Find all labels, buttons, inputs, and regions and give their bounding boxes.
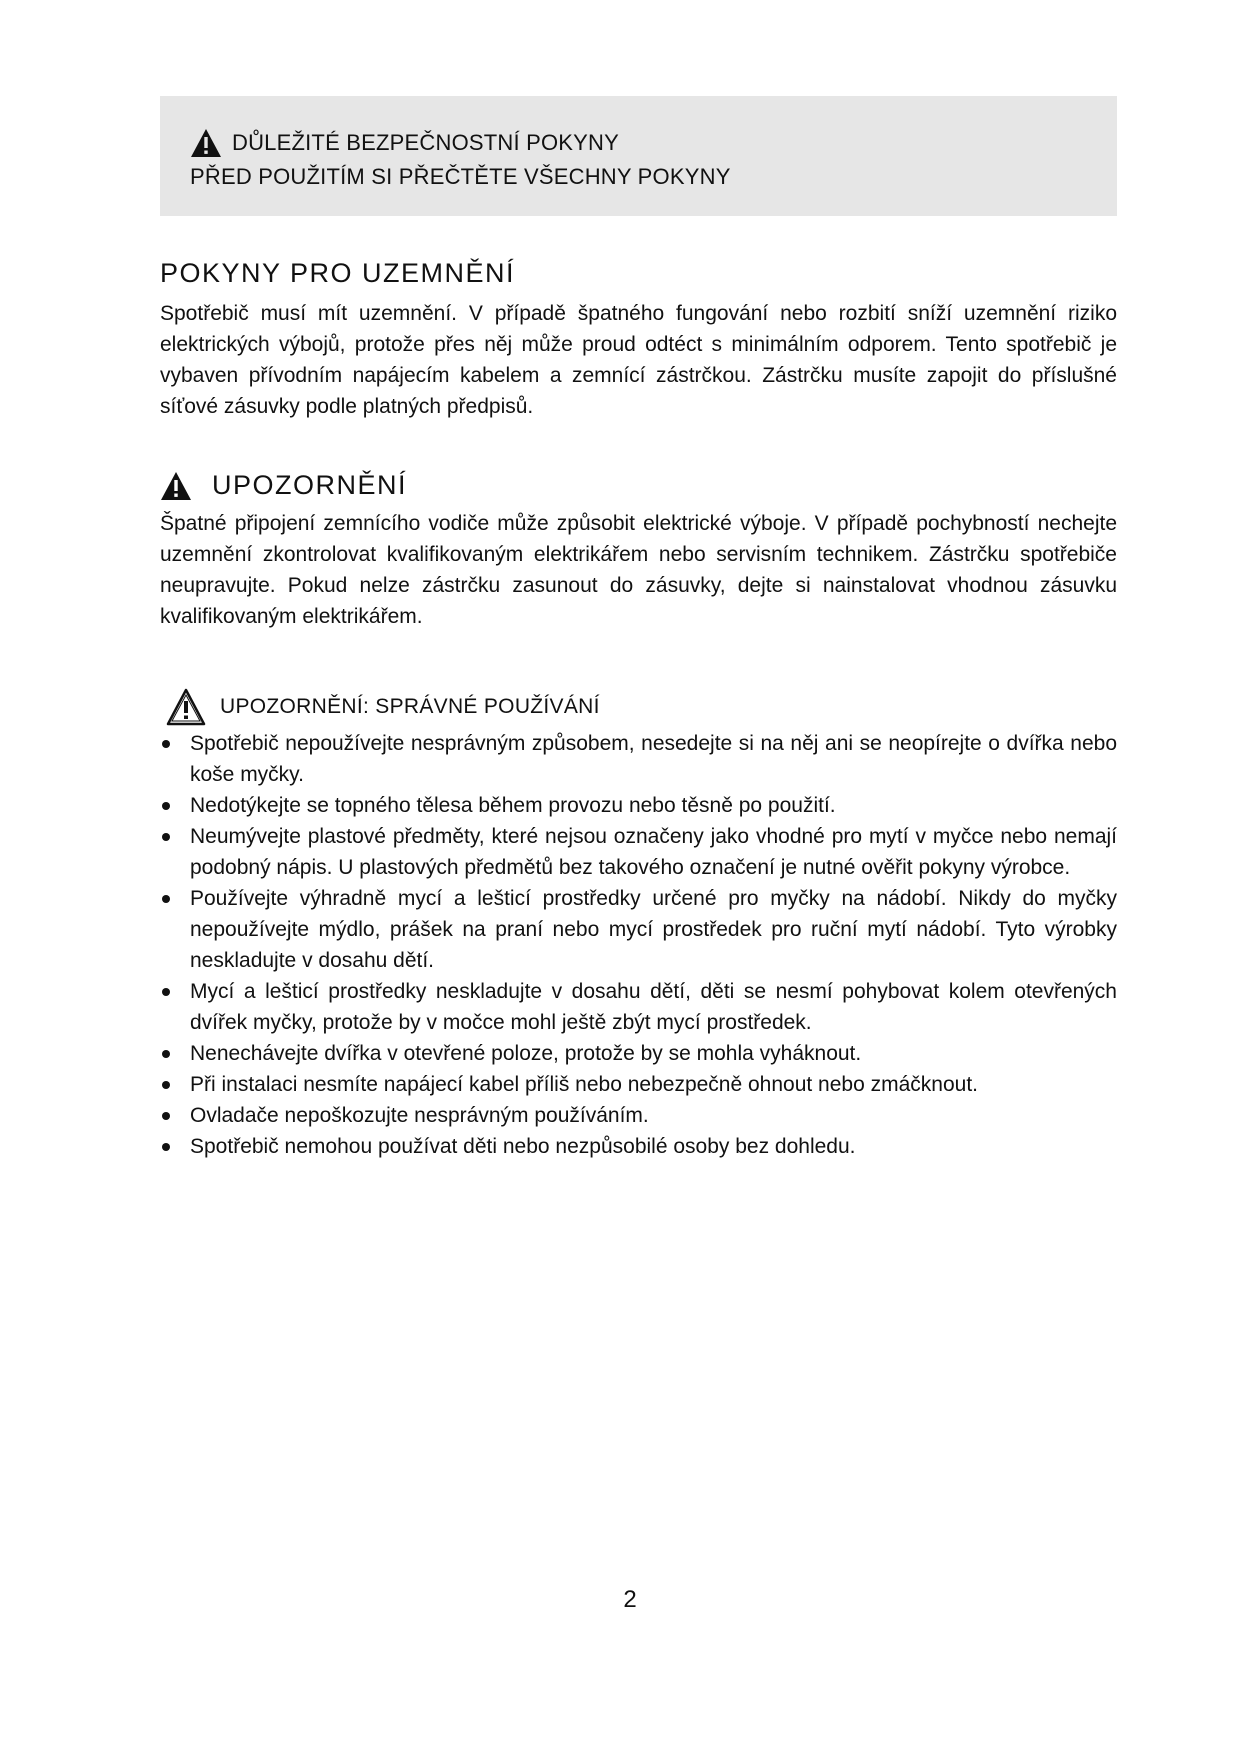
list-item-text: Spotřebič nepoužívejte nesprávným způsobem, nesedejte si na něj ani se neopírejte o dvířka nebo koše myčky. — [190, 732, 1117, 786]
page-number: 2 — [623, 1586, 637, 1613]
grounding-title: POKYNY PRO UZEMNĚNÍ — [160, 258, 516, 288]
list-item-text: Nedotýkejte se topného tělesa během provozu nebo těsně po použití. — [190, 794, 836, 817]
list-item — [160, 790, 1117, 821]
bullet-icon — [162, 988, 170, 996]
header-title: DŮLEŽITÉ BEZPEČNOSTNÍ POKYNY — [232, 130, 620, 155]
header-subtitle: PŘED POUŽITÍM SI PŘEČTĚTE VŠECHNY POKYNY — [190, 164, 731, 189]
list-item — [160, 728, 1117, 790]
list-item — [160, 976, 1117, 1038]
header-title-row — [190, 128, 619, 158]
warning-title: UPOZORNĚNÍ — [212, 470, 408, 500]
list-item — [160, 1038, 1117, 1069]
bullet-icon — [162, 802, 170, 810]
list-item — [160, 821, 1117, 883]
warning-outline-icon — [166, 688, 206, 726]
bullet-icon — [162, 833, 170, 841]
list-item-text: Ovladače nepoškozujte nesprávným používáním. — [190, 1104, 649, 1127]
list-item-text: Nenechávejte dvířka v otevřené poloze, protože by se mohla vyháknout. — [190, 1042, 862, 1065]
warning-heading — [160, 470, 407, 501]
warning-triangle-icon — [160, 471, 192, 501]
proper-use-title: UPOZORNĚNÍ: SPRÁVNÉ POUŽÍVÁNÍ — [220, 695, 600, 718]
bullet-icon — [162, 1050, 170, 1058]
bullet-icon — [162, 740, 170, 748]
list-item — [160, 1100, 1117, 1131]
list-item-text: Mycí a lešticí prostředky neskladujte v dosahu dětí, děti se nesmí pohybovat kolem otevřených dvířek myčky, protože by v močce mohl ještě zbýt mycí prostředek. — [190, 980, 1117, 1034]
bullet-icon — [162, 1081, 170, 1089]
warning-triangle-icon — [190, 128, 222, 158]
proper-use-list — [160, 728, 1117, 1162]
grounding-text: Spotřebič musí mít uzemnění. V případě špatného fungování nebo rozbití sníží uzemnění riziko elektrických výbojů, protože přes něj může proud odtéct s minimálním odporem. Tento spotřebič je vybaven přívodním napájecím kabelem a zemnící zástrčkou. Zástrčku musíte zapojit do příslušné síťové zásuvky podle platných předpisů. — [160, 302, 1117, 418]
list-item — [160, 1131, 1117, 1162]
bullet-icon — [162, 1143, 170, 1151]
list-item — [160, 1069, 1117, 1100]
list-item-text: Neumývejte plastové předměty, které nejsou označeny jako vhodné pro mytí v myčce nebo nemají podobný nápis. U plastových předmětů bez takového označení je nutné ověřit pokyny výrobce. — [190, 825, 1117, 879]
safety-header-box — [160, 96, 1117, 216]
list-item-text: Spotřebič nemohou používat děti nebo nezpůsobilé osoby bez dohledu. — [190, 1135, 856, 1158]
list-item — [160, 883, 1117, 976]
proper-use-heading — [166, 688, 600, 726]
warning-text: Špatné připojení zemnícího vodiče může způsobit elektrické výboje. V případě pochybností nechejte uzemnění zkontrolovat kvalifikovaným elektrikářem nebo servisním technikem. Zástrčku spotřebiče neupravujte. Pokud nelze zástrčku zasunout do zásuvky, dejte si nainstalovat vhodnou zásuvku kvalifikovaným elektrikářem. — [160, 512, 1117, 628]
bullet-icon — [162, 895, 170, 903]
list-item-text: Při instalaci nesmíte napájecí kabel příliš nebo nebezpečně ohnout nebo zmáčknout. — [190, 1073, 978, 1096]
list-item-text: Používejte výhradně mycí a lešticí prostředky určené pro myčky na nádobí. Nikdy do myčky nepoužívejte mýdlo, prášek na praní nebo mycí prostředek pro ruční mytí nádobí. Tyto výrobky neskladujte v dosahu dětí. — [190, 887, 1117, 972]
bullet-icon — [162, 1112, 170, 1120]
